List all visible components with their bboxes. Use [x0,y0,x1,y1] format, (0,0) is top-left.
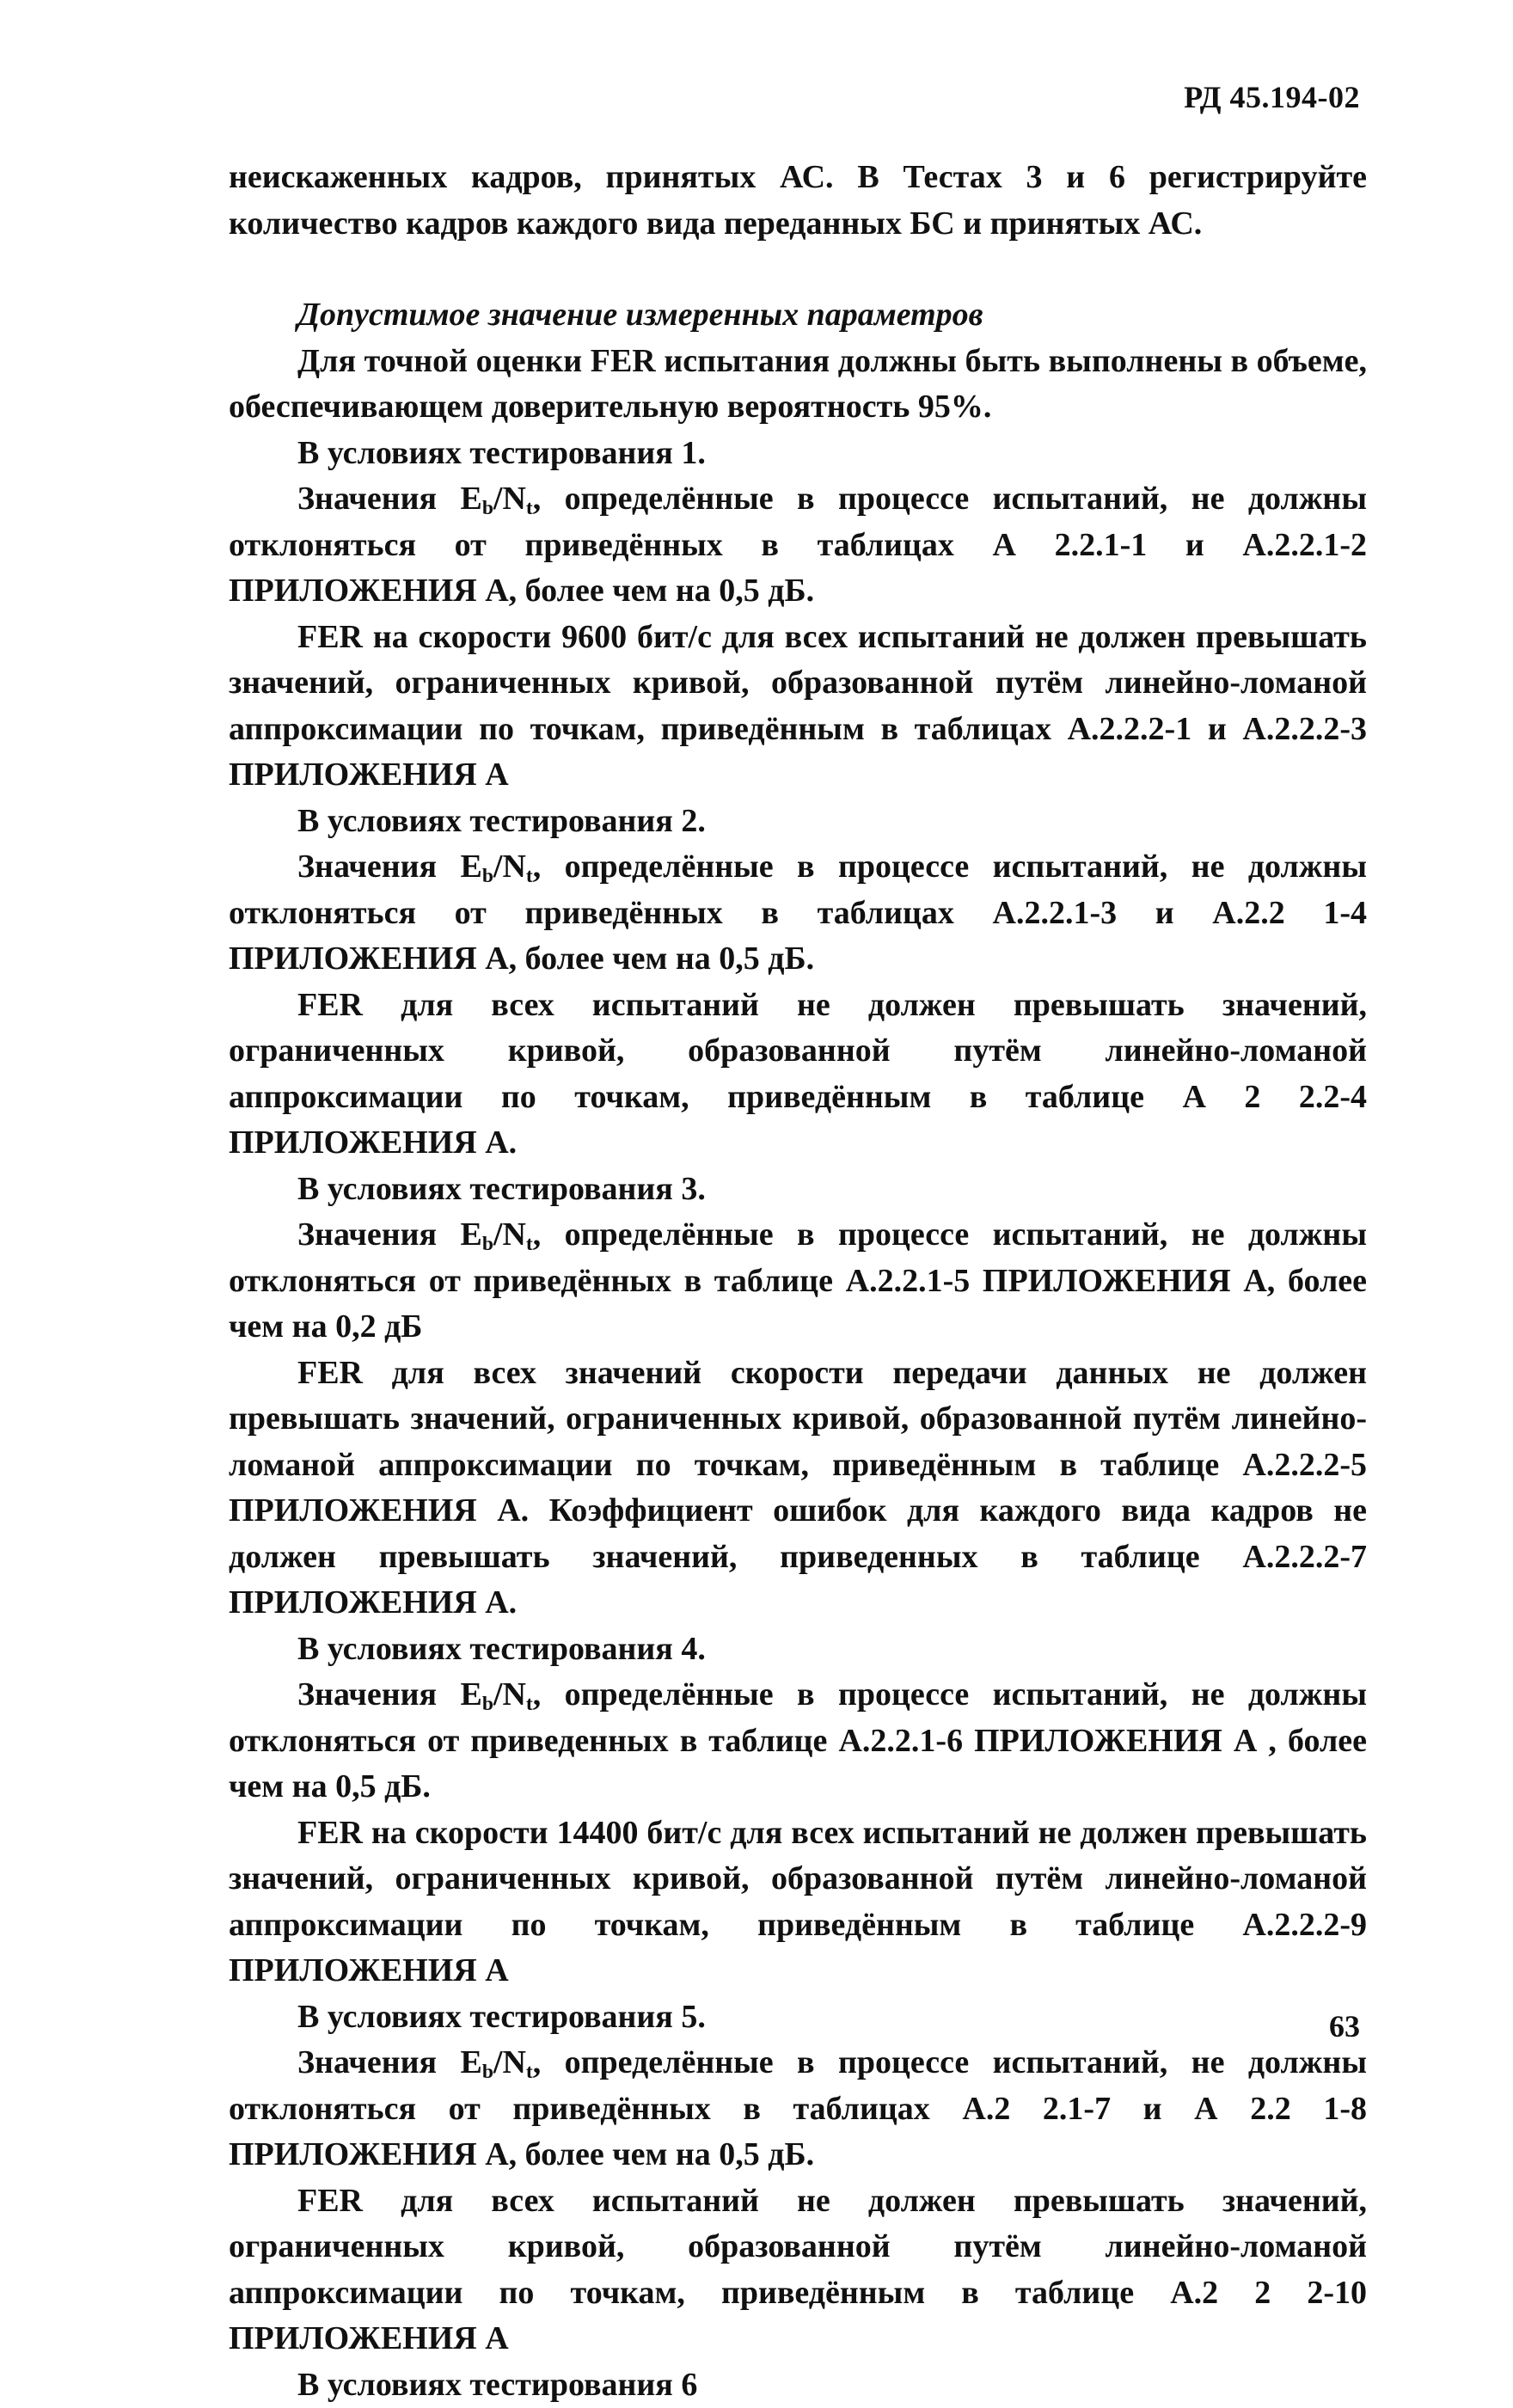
paragraph-continuation: неискаженных кадров, принятых АС. В Тестах 3 и 6 регистрируйте количество кадров каждого вида переданных БС и принятых АС. [229,155,1367,247]
paragraph-eb-nt-3: Значения $E_b/N_t$, определённые в процессе испытаний, не должны отклоняться от приведённых в таблице А.2.2.1-5 ПРИЛОЖЕНИЯ А, более чем на 0,2 дБ [229,1212,1367,1351]
paragraph-eb-nt-2: Значения $E_b/N_t$, определённые в процессе испытаний, не должны отклоняться от приведённых в таблицах А.2.2.1-3 и А.2.2 1-4 ПРИЛОЖЕНИЯ А, более чем на 0,5 дБ. [229,844,1367,983]
paragraph-confidence: Для точной оценки FER испытания должны быть выполнены в объеме, обеспечивающем доверительную вероятность 95%. [229,339,1367,431]
page-number: 63 [1329,2008,1360,2044]
test-condition-2: В условиях тестирования 2. [229,799,1367,845]
test-condition-1: В условиях тестирования 1. [229,431,1367,477]
test-condition-4: В условиях тестирования 4. [229,1627,1367,1673]
paragraph-fer-1: FER на скорости 9600 бит/с для всех испытаний не должен превышать значений, ограниченных кривой, образованной путём линейно-ломаной аппроксимации по точкам, приведённым в таблицах А.2.2.2-1 и А.2.2.2-3 ПРИЛОЖЕНИЯ А [229,615,1367,799]
document-code: РД 45.194-02 [1184,79,1360,115]
paragraph-eb-nt-4: Значения $E_b/N_t$, определённые в процессе испытаний, не должны отклоняться от приведенных в таблице А.2.2.1-6 ПРИЛОЖЕНИЯ А , более чем на 0,5 дБ. [229,1672,1367,1811]
paragraph-fer-4: FER на скорости 14400 бит/с для всех испытаний не должен превышать значений, ограниченных кривой, образованной путём линейно-ломаной аппроксимации по точкам, приведённым в таблице А.2.2.2-9 ПРИЛОЖЕНИЯ А [229,1811,1367,1994]
test-condition-6: В условиях тестирования 6 [229,2362,1367,2408]
test-condition-3: В условиях тестирования 3. [229,1167,1367,1213]
section-heading: Допустимое значение измеренных параметров [229,292,1367,339]
paragraph-fer-3: FER для всех значений скорости передачи данных не должен превышать значений, ограниченных кривой, образованной путём линейно-ломаной аппроксимации по точкам, приведённым в таблице А.2.2.2-5 ПРИЛОЖЕНИЯ А. Коэффициент ошибок для каждого вида кадров не должен превышать значений, приведенных в таблице А.2.2.2-7 ПРИЛОЖЕНИЯ А. [229,1351,1367,1627]
paragraph-fer-2: FER для всех испытаний не должен превышать значений, ограниченных кривой, образованной путём линейно-ломаной аппроксимации по точкам, приведённым в таблице А 2 2.2-4 ПРИЛОЖЕНИЯ А. [229,983,1367,1167]
paragraph-eb-nt-5: Значения $E_b/N_t$, определённые в процессе испытаний, не должны отклоняться от приведённых в таблицах А.2 2.1-7 и А 2.2 1-8 ПРИЛОЖЕНИЯ А, более чем на 0,5 дБ. [229,2040,1367,2178]
paragraph-eb-nt-1: Значения $E_b/N_t$, определённые в процессе испытаний, не должны отклоняться от приведённых в таблицах А 2.2.1-1 и А.2.2.1-2 ПРИЛОЖЕНИЯ А, более чем на 0,5 дБ. [229,476,1367,615]
paragraph-fer-5: FER для всех испытаний не должен превышать значений, ограниченных кривой, образованной путём линейно-ломаной аппроксимации по точкам, приведённым в таблице А.2 2 2-10 ПРИЛОЖЕНИЯ А [229,2178,1367,2362]
document-body [229,155,1367,2408]
test-condition-5: В условиях тестирования 5. [229,1994,1367,2041]
